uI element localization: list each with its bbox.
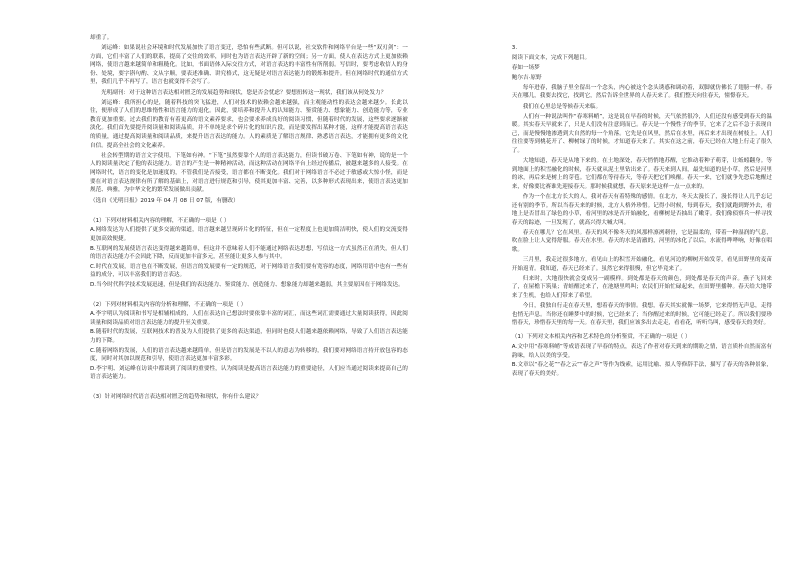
- right-question-1-option-b: B.文章以“春之花”“春之云”“春之声”等作为线索，运用比喻、拟人等修辞手法，描写了春天的各种景象，表现了春天的美好。: [511, 362, 772, 377]
- question-1-option-a: A.网络发达为人们提供了更多交流的渠道，语言越来越呈现碎片化的特征，但在一定程度上也更加简洁明快，使人们的交流变得更加高效便捷。: [90, 227, 408, 242]
- question-2-stem: （2）下列对材料相关内容的分析和理解，不正确的一项是（ ）: [90, 301, 247, 308]
- question-2-option-b: B.随着时代的发展，互联网技术的普及为人们提供了更多的表达渠道，但同时也使人们越来越依赖网络，导致了人们语言表达能力的下降。: [90, 329, 408, 344]
- passage-paragraph: 人们有一种说法叫作“春寒料峭”，这是说在早春的时候，天气依然很冷，人们还没有感受到春天的温暖。其实春天早就来了，只是人们没有注意到而已。春天是一个慢性子的季节，它来了之后不急于表现自己，而是慢慢地渗透到大自然的每一个角落。它先是在风里，然后在水里，再后来才出现在树枝上。人们往往要等到桃花开了、柳树绿了的时候，才知道春天来了。其实在这之前，春天已经在大地上行走了很久了。: [511, 113, 772, 155]
- source-note: （选自《光明日报》2019 年 04 月 08 日 07 版，有删改）: [90, 197, 239, 204]
- passage-paragraph: 春天在哪儿？它在风里。春天的风不像冬天的风那样凛冽刺骨，它是温柔的，带着一种湿润的气息，吹在脸上让人觉得舒服。春天在水里。春天的水是清澈的，河里的冰化了以后，水流得哗哗响，好像在唱歌。: [511, 229, 772, 254]
- question-2-option-c: C.随着网络的发展，人们的语言表达越来越简单，但是语言的发展是不以人的意志为转移的，我们要对网络语言持开放包容的态度，同时对其加以规范和引导，使语言表达更加丰富多彩。: [90, 347, 408, 363]
- section-intro: 阅读下面文本，完成下列题目。: [511, 55, 591, 62]
- passage-paragraph: 我们在心里总是等候春天来临。: [522, 103, 602, 110]
- spacer: [512, 34, 772, 44]
- question-1-option-c: C.时代在发展，语言也在不断发展，但语言的发展要有一定的规范，对于网络语言我们要有宽容的态度，网络用语中也有一些有益的成分，可以丰富我们的语言表达。: [90, 263, 408, 279]
- spacer: [90, 383, 408, 393]
- right-question-1-option-a: A.文中用“春寒料峭”等成语表现了早春的特点，表达了作者对春天到来的期盼之情，语言质朴自然而富有韵味，给人以美的享受。: [511, 344, 772, 359]
- passage-paragraph: 社会转型期的语言文字使用，下笔如有神。“下笔”虽然要靠个人的语言表达能力，但读书破万卷、下笔如有神，说的是一个人的阅读量决定了他的表达能力。语言的产生是一种精神活动，而这种活动在网络平台上经过传播后，被越来越多的人接受。在网络时代，语言的变化是加速度的，不管我们是否接受，语言都在不断变化。我们对于网络语言不必过于敏感或大惊小怪，而是要在对语言表达规律有所了解的基础上，对语言进行规范和引导，使其更加丰富、完善，以多种形式表现出来，使语言表达更加规范、典雅，为中华文化的繁荣发展做出贡献。: [90, 152, 408, 194]
- passage-paragraph: 归来时，大地很快就会变成另一副模样。到处都是春天的颜色，到处都是春天的声音。燕子飞回来了，在屋檐下筑巢；青蛙醒过来了，在池塘里鸣叫；农民们开始忙碌起来，在田野里播种。春天给大地带来了生机，也给人们带来了希望。: [511, 275, 772, 300]
- passage-paragraph: 却重了。: [90, 35, 113, 41]
- question-1-stem: （1）下列对材料相关内容的理解，不正确的一项是（ ）: [90, 217, 230, 224]
- passage-paragraph: 大地知道，春天是从地下来的。在土地深处，春天悄悄地苏醒，它推动着种子萌芽，让蚯蚓翻身。等到地面上的积雪融化的时候，春天就从泥土里钻出来了。春天来到人间，最先知道的是小草，然后是河里的冰，再后来是树上的芽苞。它们都在等待春天，等春天把它们唤醒。春天一来，它们就争先恐后地醒过来，好像要比赛谁先迎接春天。那时候我就想，春天原来是这样一点一点来的。: [511, 158, 772, 190]
- spacer: [90, 291, 408, 301]
- right-column: [512, 34, 772, 562]
- passage-paragraph: 刘运峰：如果说社会环境和时代发展加快了语言变迁，恐怕有些武断。但可以说，社交软件和网络平台是一些“双刃剑”：一方面，它们丰富了人们的联系，提高了交往的效率，同时也为语言表达开辟了新的空间；另一方面，使人在表达方式上更加依赖网络，使语言越来越简单和粗糙化。比如，书面语体入际交往方式，对语言表达的丰富性有所削弱。写信时，要考虑收信人的身份、处境，要字斟句酌、文从字顺，要表述准确、讲究格式，这无疑是对语言表达能力的锻炼和提升。但在网络时代的通信方式里，我们几乎不再写了，语言也就变得不会写了。: [90, 45, 408, 86]
- question-2-option-a: A.李宇明认为阅读和书写是相辅相成的，人们在表达自己想法时要依靠丰富的词汇，而这些词汇需要通过大量阅读获得，因此阅读量和阅读品质对语言表达能力的提升至关重要。: [90, 311, 408, 326]
- section-number: 3.: [511, 45, 518, 51]
- question-1-option-d: D.当今时代科学技术发展迅速，但是我们的表达能力、鉴赏能力、创造能力、想象能力却越来越弱，其主要原因在于网络发达。: [90, 281, 404, 288]
- question-2-option-d: D.李宇明、刘运峰在访谈中都谈到了阅读的重要性，认为阅读是提高语言表达能力的重要途径，人们应当通过阅读来提高自己的语言表达能力。: [90, 365, 408, 381]
- question-3-stem: （3）针对网络时代语言表达相对匮乏的趋势和现状，你有什么建议？: [90, 393, 262, 400]
- passage-author: 鲍尔吉·原野: [511, 74, 542, 81]
- left-column: [90, 34, 408, 562]
- spacer: [90, 207, 408, 217]
- passage-paragraph: 三月里，我走过很多地方，看见山上的积雪开始融化，看见河边的柳树开始发芽，看见田野里的麦苗开始返青。我知道，春天已经来了。虽然它来得很慢，但它毕竟来了。: [511, 257, 772, 272]
- passage-paragraph: 光明副刊：对于这种语言表达相对匮乏的发展趋势和现状，您是否会忧虑？要想扭转这一现状，我们该从何处发力？: [101, 89, 387, 96]
- passage-paragraph: 每年进春，我脑子里全留出一个念头，内心被这个念头诱惑和调动着，双脚就仿佛长了翅膀一样。春天在哪儿，我要去找它，找到它，然后告诉全世界的人春天来了。我们整天向往春天，憧憬春天。: [511, 84, 772, 100]
- passage-title: 春如一场梦: [511, 65, 540, 72]
- passage-paragraph: 刘运峰：我所担心的是，随着科技的突飞猛进，人们对技术的依赖会越来越强，而主观能动性的表达会越来越少。长此以往，便形成了人们的思维惰性和语言能力的退化。因此，要培养和提升人的认知能力、鉴赏能力、想象能力、创造能力等，专业教育更加重要。过去我们的教育有着更高的语文素养要求，也会要求养成良好的阅读习惯，但随着时代的发展，这些要求逐渐被淡化。我们首先要提升阅读量和阅读品质，并不单纯是求个碎片化的知识片段，而是要发挥出某种才能，这样才能提高语言表达的质量，通过提高阅读量和阅读品质，来提升语言表达的能力。人的素质是了解语言规律、熟悉语言表达，才能拥有更多的文化自信。提高全社会的文化素养。: [90, 99, 408, 149]
- passage-paragraph: 今日，我独自行走在春天里，想着春天的事情。我想，春天其实就像一场梦，它来得悄无声息，走得也悄无声息。当你还在睡梦中的时候，它已经来了；当你醒过来的时候，它可能已经走了。所以我们要珍惜春天，珍惜春天里的每一天。在春天里，我们应该多出去走走，看看花，听听鸟叫，感受春天的美好。: [511, 303, 772, 327]
- question-1-option-b: B.互联网的发展使语言表达变得越来越简单，但这并不意味着人们不能通过网络表达思想，写信这一方式虽然正在消失，但人们的语言表达能力不会因此下降，反而更加丰富多元，甚至能让更多人参与其中。: [90, 245, 408, 261]
- right-question-1-stem: （1）下列对文本相关内容和艺术特色的分析鉴赏，不正确的一项是（ ）: [511, 334, 691, 341]
- passage-paragraph: 作为一个在北方长大的人，我对春天有着特殊的感情。在北方，冬天太漫长了，漫长得让人几乎忘记还有别的季节。所以当春天来的时候，北方人格外珍惜。记得小时候，每到春天，我们就跑到野外去，看地上是否冒出了绿色的小草，看河里的冰是否开始融化，看柳树是否抽出了嫩芽。我们像侦察兵一样寻找春天的踪迹，一旦发现了，就高兴得大喊大叫。: [511, 194, 772, 226]
